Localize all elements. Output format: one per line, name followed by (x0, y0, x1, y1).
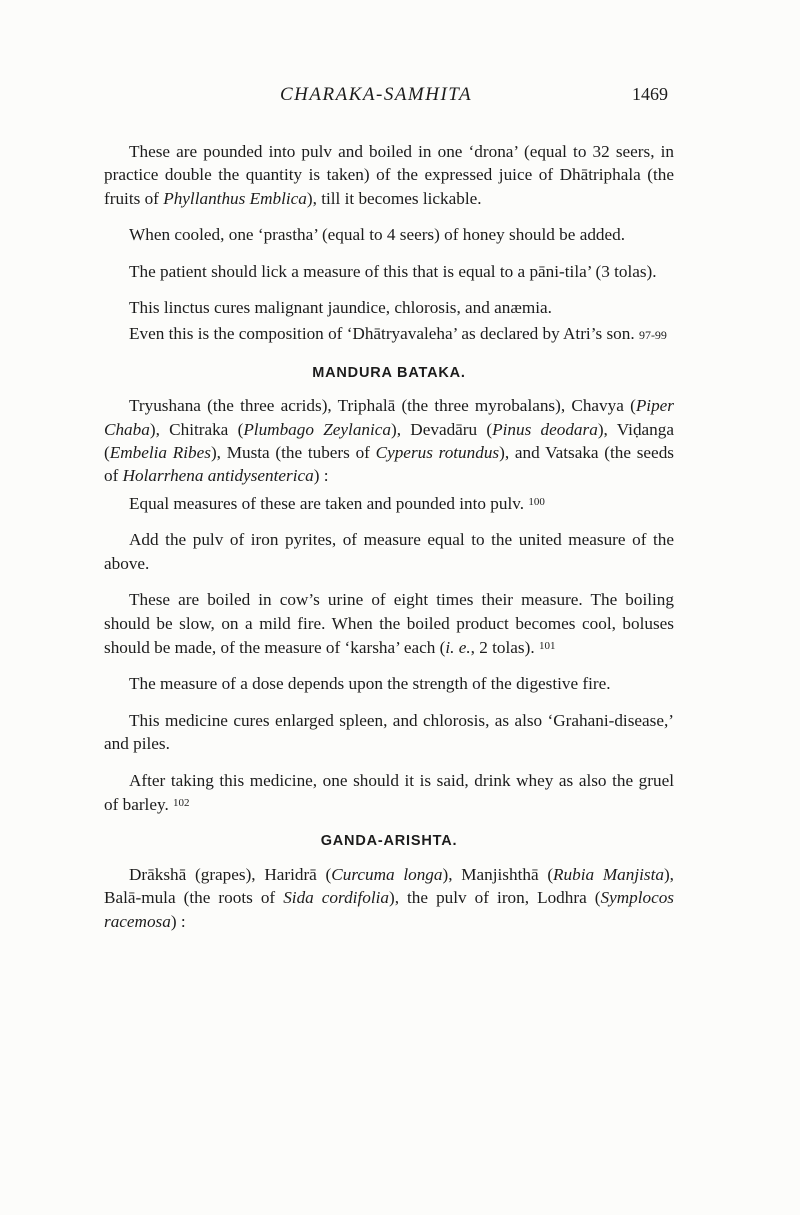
paragraph-6 (104, 394, 674, 488)
botanical-name: Piper Chaba (104, 396, 674, 439)
running-head (0, 84, 800, 114)
paragraph-7 (104, 491, 674, 515)
paragraph-3: The patient should lick a measure of this that is equal to a pāni-tila’ (3 tolas). (129, 261, 657, 281)
text-run: Even this is the composition of ‘Dhātryavaleha’ as declared by Atri’s son. (129, 324, 635, 344)
abbreviation: i. e. (445, 637, 471, 657)
paragraph-13 (104, 863, 674, 933)
text-run: ), Devadāru ( (391, 419, 493, 439)
page-number: 1469 (632, 84, 668, 104)
text-run: ) : (313, 466, 329, 486)
text-run: ), till it becomes lickable. (306, 188, 482, 208)
section-heading-ganda-arishta: GANDA-ARISHTA. (320, 833, 458, 850)
text-run: Equal measures of these are taken and pounded into pulv. (129, 493, 525, 513)
paragraph-9 (104, 588, 674, 659)
botanical-name: Sida cordifolia (283, 888, 389, 908)
botanical-name: Embelia Ribes (109, 443, 211, 463)
text-run: ), Viḍanga ( (104, 419, 674, 463)
section-heading-mandura-bataka: MANDURA BATAKA. (312, 364, 466, 381)
paragraph-8: Add the pulv of iron pyrites, of measure equal to the united measure of the above. (104, 530, 674, 573)
running-title: CHARAKA-SAMHITA (280, 84, 473, 105)
verse-reference: 100 (528, 495, 545, 508)
botanical-name: Pinus deodara (492, 419, 598, 439)
text-run: ), Manjishthā ( (442, 864, 554, 884)
botanical-name: Plumbago Zeylanica (243, 419, 392, 439)
botanical-name: Cyperus rotundus (375, 443, 500, 463)
text-run: These are boiled in cow’s urine of eight times their measure. The boiling should be slow, on a mild fire. When the boiled product becomes cool, boluses should be made, of the measure of ‘karsha’ each ( (104, 590, 674, 657)
botanical-name: Phyllanthus Emblica (163, 188, 307, 208)
paragraph-2: When cooled, one ‘prastha’ (equal to 4 seers) of honey should be added. (129, 225, 626, 245)
text-run: , 2 tolas). (470, 637, 535, 657)
paragraph-10: The measure of a dose depends upon the strength of the digestive fire. (129, 674, 611, 694)
text-run: ), Chitraka ( (149, 419, 244, 439)
paragraph-11: This medicine cures enlarged spleen, and chlorosis, as also ‘Grahani-disease,’ and piles. (104, 710, 674, 754)
text-run: Drākshā (grapes), Haridrā ( (129, 864, 332, 884)
botanical-name: Curcuma longa (331, 864, 443, 884)
text-run: These are pounded into pulv and boiled in one ‘drona’ (equal to 32 seers, in practice double the quantity is taken) of the expressed juice of Dhātriphala (the fruits of (104, 142, 674, 208)
text-run: ) : (170, 911, 186, 931)
text-run: ), and Vatsaka (the seeds of (104, 443, 674, 486)
botanical-name: Rubia Manjista (553, 864, 664, 884)
text-run: ), Musta (the tubers of (210, 443, 376, 463)
botanical-name: Symplocos racemosa (104, 888, 674, 931)
paragraph-12 (104, 769, 674, 817)
text-run: ), Balā-mula (the roots of (104, 864, 674, 908)
page-body (104, 140, 674, 933)
verse-reference: 97-99 (638, 328, 667, 343)
paragraph-1 (104, 140, 674, 210)
paragraph-5 (104, 322, 674, 347)
text-run: Tryushana (the three acrids), Triphalā (the three myrobalans), Chavya ( (129, 396, 636, 416)
verse-reference: 102 (173, 796, 190, 809)
text-run: ), the pulv of iron, Lodhra ( (388, 888, 601, 908)
text-run: After taking this medicine, one should it is said, drink whey as also the gruel of barley. (104, 770, 674, 814)
verse-reference: 101 (538, 639, 556, 652)
paragraph-4: This linctus cures malignant jaundice, chlorosis, and anæmia. (129, 298, 552, 318)
botanical-name: Holarrhena antidysenterica (122, 466, 314, 486)
